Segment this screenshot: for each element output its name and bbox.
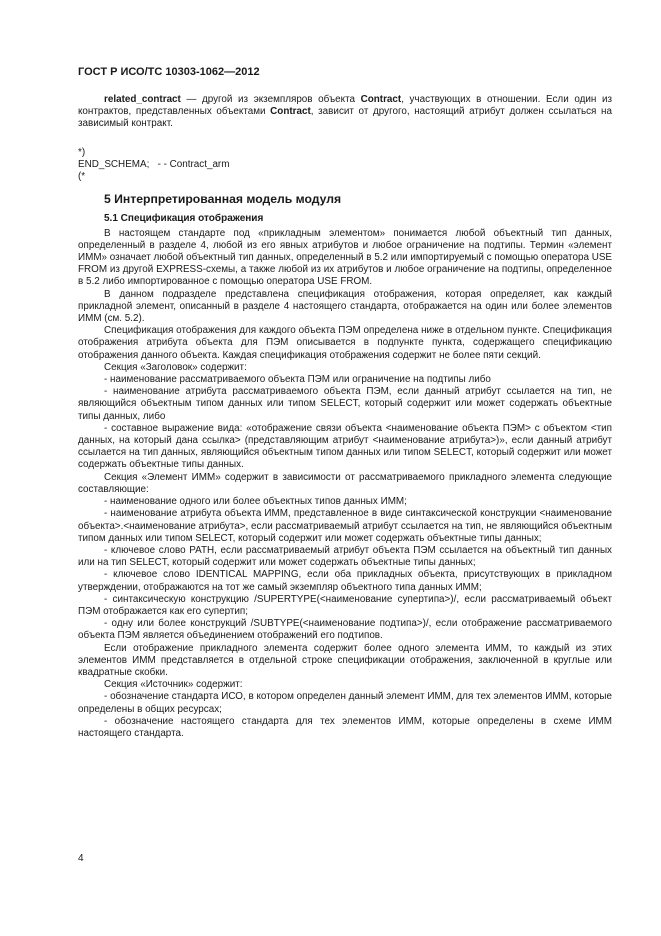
list-item: - наименование атрибута рассматриваемого объекта ПЭМ, если данный атрибут ссылается на тип, не являющийся объектным типом данных или типом SELECT, который содержит или может содержать объектные типы данных, либо — [78, 386, 612, 422]
definition-text: — другой из экземпляров объекта — [180, 94, 361, 105]
list-item: - одну или более конструкций /SUBTYPE(<наименование подтипа>)/, если отображение рассматриваемого объекта ПЭМ является объединением отображений его подтипов. — [78, 618, 612, 642]
list-item: - наименование атрибута объекта ИММ, представленное в виде синтаксической конструкции <наименование объекта>.<наименование атрибута>, если рассматриваемый атрибут ссылается на тип, не являющийся объектным типом данных или типом SELECT, который содержит или может содержать объектные типы данных; — [78, 508, 612, 544]
list-item: - составное выражение вида: «отображение связи объекта <наименование объекта ПЭМ> с объектом <тип данных, на который дана ссылка> (представляющим атрибут <наименование атрибута>)», если данный атрибут ссылается на тип данных, являющийся объектным типом данных или типом SELECT, который содержит или может содержать объектные типы данных. — [78, 422, 612, 471]
list-item: - наименование одного или более объектных типов данных ИММ; — [104, 496, 407, 508]
document-header: ГОСТ Р ИСО/ТС 10303-1062—2012 — [78, 66, 260, 78]
section-5-1-heading: 5.1 Спецификация отображения — [104, 213, 264, 225]
list-item: - наименование рассматриваемого объекта ПЭМ или ограничение на подтипы либо — [104, 374, 491, 386]
definition-text: , зависит от другого, настоящий атрибут должен ссылаться на зависимый контракт. — [78, 106, 612, 130]
list-item: - синтаксическую конструкцию /SUPERTYPE(<наименование супертипа>)/, если рассматриваемый объект ПЭМ отображается как его супертип; — [78, 593, 612, 617]
related-contract-definition — [78, 94, 612, 131]
entity-name: Contract — [270, 106, 311, 118]
entity-name: Contract — [360, 94, 402, 105]
list-item: - обозначение стандарта ИСО, в котором определен данный элемент ИММ, для тех элементов ИММ, которые определены в общих ресурсах; — [78, 691, 612, 715]
spacer — [78, 131, 612, 147]
section-5-heading: 5 Интерпретированная модель модуля — [104, 192, 342, 207]
paragraph: Секция «Источник» содержит: — [104, 679, 243, 691]
page-number: 4 — [78, 853, 84, 864]
paragraph: Спецификация отображения для каждого объекта ПЭМ определена ниже в отдельном пункте. Спецификация отображения атрибута объекта для ПЭМ описывается в подпункте пункта, содержащего спецификацию отображения данного объекта. Каждая спецификация отображения содержит не более пяти секций. — [78, 325, 612, 361]
paragraph: Если отображение прикладного элемента содержит более одного элемента ИММ, то каждый из этих элементов ИММ представляется в отдельной строке спецификации отображения, заключенной в круглые или квадратные скобки. — [78, 642, 612, 678]
list-item: - ключевое слово PATH, если рассматриваемый атрибут объекта ПЭМ ссылается на объектный тип данных или на тип SELECT, который содержит или может содержать объектные типы данных; — [78, 544, 612, 569]
page-content — [78, 94, 612, 740]
list-item: - обозначение настоящего стандарта для тех элементов ИММ, которые определены в схеме ИММ настоящего стандарта. — [78, 715, 612, 739]
code-line: *) — [78, 146, 86, 158]
code-line: (* — [78, 171, 86, 183]
attribute-term: related_contract — [104, 94, 181, 105]
definition-text: , участвующих в отношении. Если один из контрактов, представленных объектами — [78, 94, 612, 118]
paragraph: В данном подразделе представлена спецификация отображения, которая определяет, как каждый прикладной элемент, описанный в разделе 4 настоящего стандарта, отображается на один или более элементов ИММ (см. 5.2). — [78, 288, 612, 325]
code-line: END_SCHEMA; - - Contract_arm — [78, 158, 230, 170]
paragraph: В настоящем стандарте под «прикладным элементом» понимается любой объектный тип данных, определенный в разделе 4, любой из его явных атрибутов и любое ограничение на подтипы. Термин «элемент ИММ» означает любой объектный тип данных, определенный в 5.2 или импортируемый с помощью оператора USE FROM из другой EXPRESS-схемы, а также любой из их атрибутов и любое ограничение на подтипы, определенное в 5.2 либо импортированное с помощью оператора USE FROM. — [78, 227, 612, 288]
paragraph: Секция «Элемент ИММ» содержит в зависимости от рассматриваемого прикладного элемента следующие составляющие: — [78, 471, 612, 495]
paragraph: Секция «Заголовок» содержит: — [104, 361, 247, 373]
list-item: - ключевое слово IDENTICAL MAPPING, если оба прикладных объекта, присутствующих в прикладном утверждении, отображаются на тот же самый экземпляр объектного типа данных ИММ; — [78, 569, 612, 593]
